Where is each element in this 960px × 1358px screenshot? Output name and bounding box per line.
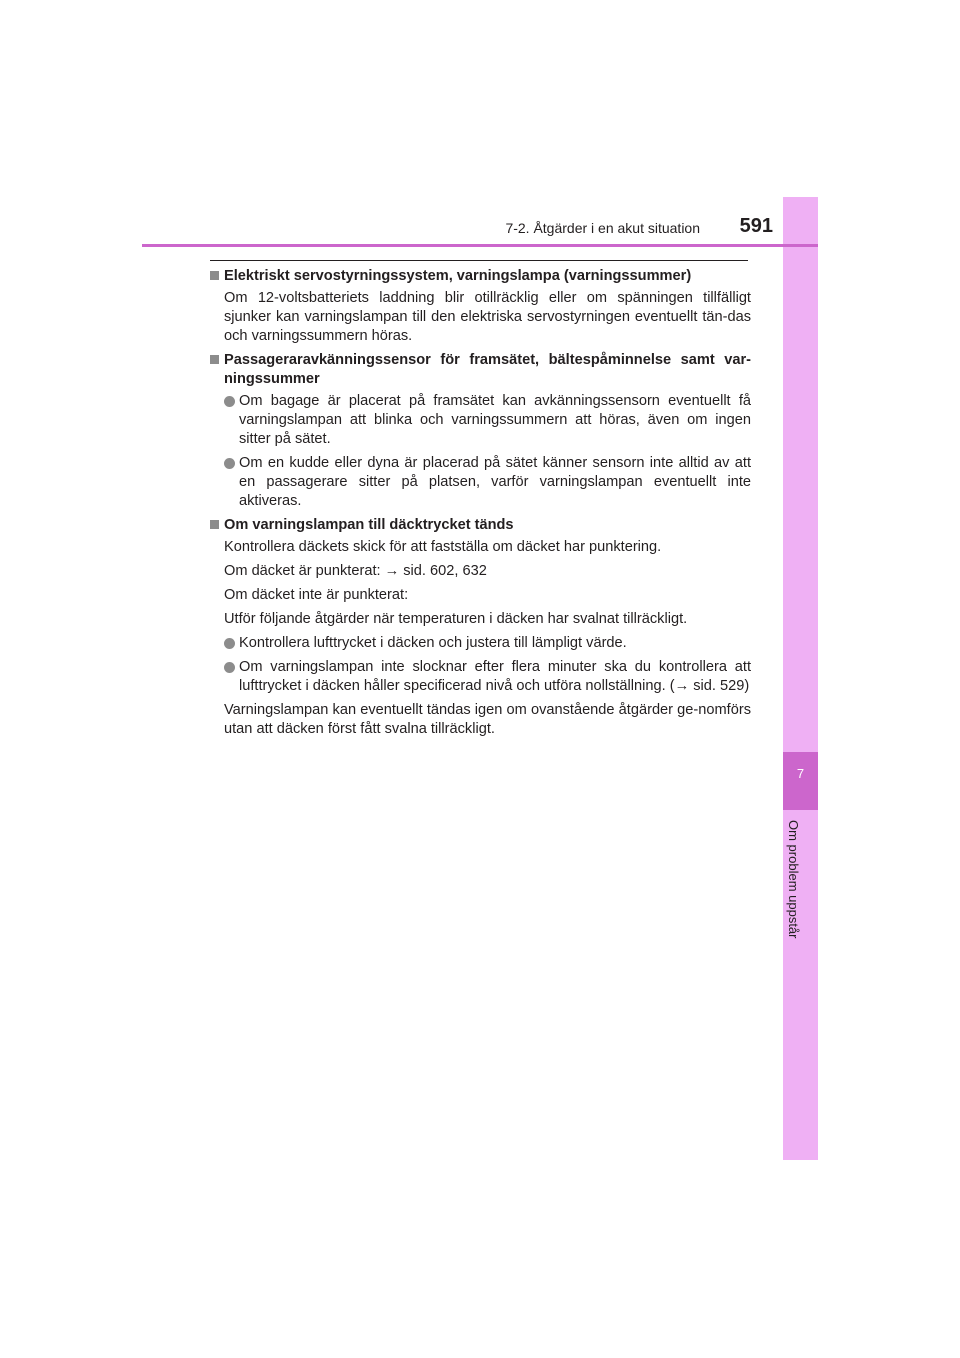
round-bullet-icon xyxy=(224,458,235,469)
chapter-number-box xyxy=(783,752,818,810)
header-divider xyxy=(142,244,818,247)
list-item-text: Kontrollera lufttrycket i däcken och justera till lämpligt värde. xyxy=(239,635,627,651)
chapter-number: 7 xyxy=(796,766,805,781)
heading-text: Elektriskt servostyrningssystem, varningslampa (varningssummer) xyxy=(224,268,692,284)
paragraph: Utför följande åtgärder när temperaturen i däcken har svalnat tillräckligt. xyxy=(224,611,688,627)
content-top-rule xyxy=(210,260,748,261)
section-heading xyxy=(210,516,751,535)
round-bullet-icon xyxy=(224,662,235,673)
paragraph: Varningslampan kan eventuellt tändas igen om ovanstående åtgärder ge-nomförs utan att däcken först fått svalna tillräckligt. xyxy=(224,702,751,737)
list-item xyxy=(210,658,751,696)
list-item-text: Om en kudde eller dyna är placerad på sätet känner sensorn inte alltid av att en passagerare sitter på platsen, varför varningslampan eventuellt inte aktiveras. xyxy=(239,455,751,509)
square-bullet-icon xyxy=(210,271,219,280)
round-bullet-icon xyxy=(224,396,235,407)
paragraph: Kontrollera däckets skick för att fastställa om däcket har punktering. xyxy=(224,539,662,555)
page-number: 591 xyxy=(739,215,773,237)
page-content xyxy=(210,267,751,744)
section-heading xyxy=(210,351,751,389)
paragraph: Om däcket är punkterat: → sid. 602, 632 xyxy=(224,563,487,579)
list-item xyxy=(210,392,751,449)
heading-text: Passageraravkänningssensor för framsätet, bältespåminnelse samt var-ningssummer xyxy=(224,352,751,387)
list-item xyxy=(210,454,751,511)
paragraph: Om däcket inte är punkterat: xyxy=(224,587,409,603)
square-bullet-icon xyxy=(210,520,219,529)
chapter-label: Om problem uppstår xyxy=(786,820,801,939)
section-heading xyxy=(210,267,751,286)
chapter-side-tab xyxy=(783,197,818,1160)
paragraph: Om 12-voltsbatteriets laddning blir otillräcklig eller om spänningen tillfälligt sjunker kan varningslampan till den elektriska servostyrningen eventuellt tän-das och varningssummern höras. xyxy=(224,290,751,344)
list-item-text: Om varningslampan inte slocknar efter flera minuter ska du kontrollera att lufttrycket i däcken håller specificerad nivå och utföra nollställning. (→ sid. 529) xyxy=(239,659,751,694)
list-item xyxy=(210,634,751,653)
square-bullet-icon xyxy=(210,355,219,364)
round-bullet-icon xyxy=(224,638,235,649)
heading-text: Om varningslampan till däcktrycket tänds xyxy=(224,517,514,533)
list-item-text: Om bagage är placerat på framsätet kan avkänningssensorn eventuellt få varningslampan att blinka och varningssummern att höras, även om ingen sitter på sätet. xyxy=(239,393,751,447)
section-title: 7-2. Åtgärder i en akut situation xyxy=(505,220,700,236)
